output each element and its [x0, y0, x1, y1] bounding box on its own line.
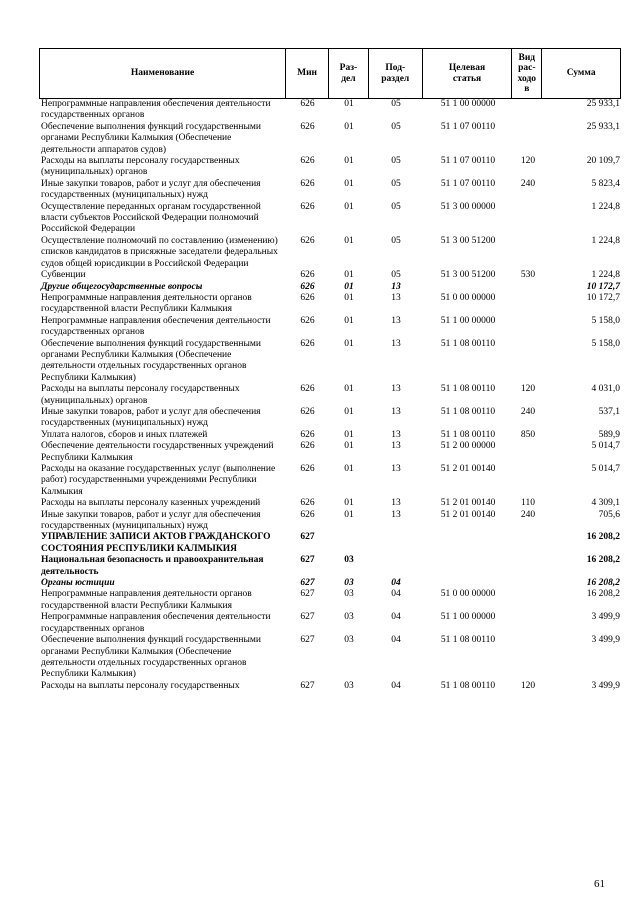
cell-celevaya: 51 3 00 51200	[440, 235, 496, 246]
cell-vid	[513, 555, 543, 578]
header-razdel: Раз- дел	[329, 49, 369, 98]
cell-name: Расходы на выплаты персоналу государственных (муниципальных) органов	[41, 384, 240, 406]
cell-vid	[513, 578, 543, 589]
cell-razdel: 01	[344, 498, 354, 509]
cell-vid	[513, 589, 543, 612]
cell-summa: 5 158,0	[591, 315, 620, 326]
cell-name: Расходы на оказание государственных услуг (выполнение работ) государственными учреждениями Республики Калмыкия	[41, 464, 276, 497]
header-podrazdel: Под- раздел	[369, 49, 423, 98]
cell-vid	[513, 122, 543, 156]
table-row	[39, 498, 621, 509]
cell-podrazdel: 05	[391, 156, 401, 167]
cell-razdel: 03	[344, 680, 354, 691]
cell-vid: 110	[521, 498, 535, 509]
cell-min: 627	[300, 578, 315, 589]
cell-razdel: 01	[344, 509, 354, 520]
cell-celevaya: 51 1 08 00110	[440, 406, 496, 417]
table-row	[39, 316, 621, 339]
cell-min: 626	[300, 235, 315, 246]
cell-name: Другие общегосударственные вопросы	[41, 281, 203, 292]
cell-podrazdel: 13	[391, 509, 401, 520]
cell-summa: 4 309,1	[591, 498, 620, 509]
cell-name: Иные закупки товаров, работ и услуг для обеспечения государственных (муниципальных) нужд	[41, 406, 261, 429]
cell-podrazdel: 05	[391, 121, 401, 132]
cell-razdel: 03	[344, 578, 354, 589]
cell-razdel: 01	[344, 384, 354, 395]
cell-min: 626	[300, 121, 315, 132]
cell-podrazdel: 04	[391, 589, 401, 600]
cell-celevaya: 51 1 08 00110	[440, 338, 496, 349]
cell-celevaya	[423, 578, 513, 589]
cell-razdel: 03	[344, 589, 354, 600]
cell-vid: 120	[520, 156, 536, 167]
cell-name: Непрограммные направления деятельности органов государственной власти Республики Калмыкия	[41, 589, 252, 611]
cell-celevaya: 51 1 08 00110	[440, 384, 496, 395]
cell-vid	[513, 202, 543, 236]
cell-name: Обеспечение выполнения функций государственными органами Республики Калмыкия (Обеспечение деятельности отдельных государственных органов Республики Калмыкия)	[41, 635, 261, 680]
cell-name: УПРАВЛЕНИЕ ЗАПИСИ АКТОВ ГРАЖДАНСКОГО СОСТОЯНИЯ РЕСПУБЛИКИ КАЛМЫКИЯ	[41, 532, 271, 554]
cell-razdel: 01	[344, 281, 354, 292]
cell-min: 626	[300, 429, 315, 440]
cell-summa: 1 224,8	[591, 270, 620, 281]
cell-summa: 5 823,4	[591, 178, 620, 189]
cell-summa: 10 172,7	[586, 281, 620, 292]
cell-celevaya: 51 2 01 00140	[440, 509, 496, 520]
cell-name: Непрограммные направления обеспечения деятельности государственных органов	[41, 612, 271, 634]
cell-min: 626	[300, 281, 315, 292]
cell-name: Осуществление полномочий по составлению (изменению) списков кандидатов в присяжные заседатели федеральных судов общей юрисдикции в Российской Федерации	[41, 235, 278, 269]
cell-vid: 120	[520, 384, 536, 395]
table-row	[39, 236, 621, 270]
cell-celevaya	[423, 555, 513, 578]
cell-vid: 240	[520, 509, 536, 520]
cell-min: 626	[300, 464, 315, 474]
cell-vid	[513, 441, 543, 464]
table-row	[39, 589, 621, 612]
cell-min: 626	[300, 441, 315, 452]
cell-vid	[513, 635, 543, 681]
cell-vid	[513, 316, 543, 339]
table-row	[39, 156, 621, 179]
table-row	[39, 464, 621, 498]
table-row	[39, 270, 621, 281]
cell-razdel: 01	[344, 201, 354, 212]
cell-razdel: 01	[344, 156, 354, 167]
cell-vid	[513, 99, 543, 122]
cell-celevaya: 51 2 01 00140	[440, 464, 496, 474]
budget-table	[39, 48, 621, 692]
cell-podrazdel: 04	[391, 612, 401, 623]
cell-summa: 16 208,2	[586, 532, 620, 543]
cell-celevaya: 51 0 00 00000	[440, 589, 496, 600]
cell-summa: 1 224,8	[591, 235, 620, 246]
cell-podrazdel	[369, 555, 423, 578]
table-row	[39, 99, 621, 122]
header-celevaya: Целевая статья	[423, 49, 513, 98]
table-row	[39, 441, 621, 464]
table-row	[39, 122, 621, 156]
cell-podrazdel	[369, 532, 423, 555]
cell-summa: 25 933,1	[586, 121, 620, 132]
cell-summa: 10 172,7	[586, 292, 620, 303]
cell-celevaya: 51 1 08 00110	[440, 680, 496, 691]
cell-celevaya: 51 1 07 00110	[440, 178, 496, 189]
cell-summa: 705,6	[598, 509, 620, 520]
cell-razdel: 03	[344, 612, 354, 623]
page-number: 61	[594, 878, 605, 890]
cell-podrazdel: 13	[391, 281, 401, 292]
cell-vid: 850	[520, 429, 536, 440]
header-name: Наименование	[40, 49, 286, 98]
cell-podrazdel: 04	[391, 680, 401, 691]
cell-vid	[513, 464, 543, 498]
header-vid: Вид рас- ходо в	[512, 49, 542, 98]
header-summa: Сумма	[566, 68, 596, 79]
cell-summa: 16 208,2	[586, 589, 620, 600]
cell-summa: 5 014,7	[591, 464, 620, 474]
cell-min: 626	[300, 292, 315, 303]
cell-min: 626	[300, 338, 315, 349]
cell-vid: 240	[520, 178, 536, 189]
cell-razdel: 01	[344, 99, 354, 109]
cell-celevaya: 51 0 00 00000	[440, 292, 496, 303]
cell-razdel: 03	[344, 555, 354, 566]
table-row	[39, 532, 621, 555]
table-header	[39, 48, 621, 99]
cell-podrazdel: 13	[391, 429, 401, 440]
cell-razdel: 01	[344, 178, 354, 189]
cell-min: 626	[300, 270, 315, 281]
cell-celevaya: 51 2 00 00000	[440, 441, 496, 452]
cell-celevaya: 51 1 07 00110	[440, 121, 496, 132]
cell-name: Уплата налогов, сборов и иных платежей	[41, 429, 208, 440]
cell-min: 626	[300, 498, 315, 509]
cell-summa: 5 158,0	[591, 338, 620, 349]
table-body	[39, 99, 621, 692]
table-row	[39, 612, 621, 635]
cell-summa: 537,1	[598, 406, 620, 417]
cell-name: Субвенции	[41, 270, 86, 281]
table-row	[39, 282, 621, 293]
table-row	[39, 635, 621, 681]
cell-min: 627	[300, 680, 315, 691]
cell-razdel: 01	[344, 406, 354, 417]
cell-podrazdel: 05	[391, 99, 401, 109]
cell-podrazdel: 13	[391, 441, 401, 452]
cell-name: Иные закупки товаров, работ и услуг для обеспечения государственных (муниципальных) нужд	[41, 178, 261, 201]
table-row	[39, 293, 621, 316]
table-row	[39, 510, 621, 533]
cell-vid: 530	[520, 270, 536, 281]
cell-min: 626	[300, 315, 315, 326]
cell-celevaya: 51 1 00 00000	[440, 612, 496, 623]
cell-name: Непрограммные направления обеспечения деятельности государственных органов	[41, 99, 271, 121]
cell-min: 627	[300, 589, 315, 600]
cell-name: Непрограммные направления деятельности органов государственной власти Республики Калмыкия	[41, 292, 252, 315]
cell-summa: 3 499,9	[591, 635, 620, 646]
cell-celevaya: 51 3 00 00000	[440, 201, 496, 212]
cell-celevaya: 51 1 00 00000	[440, 315, 496, 326]
cell-min: 626	[300, 156, 315, 167]
cell-podrazdel: 13	[391, 464, 401, 474]
cell-name: Органы юстиции	[41, 578, 115, 589]
cell-name: Расходы на выплаты персоналу государственных	[41, 680, 240, 691]
cell-min: 627	[300, 612, 315, 623]
cell-min: 627	[300, 555, 315, 566]
cell-celevaya: 51 2 01 00140	[440, 498, 496, 509]
table-row	[39, 430, 621, 441]
cell-celevaya: 51 1 07 00110	[440, 156, 496, 167]
cell-podrazdel: 13	[391, 498, 401, 509]
cell-min: 626	[300, 509, 315, 520]
cell-summa: 5 014,7	[591, 441, 620, 452]
cell-vid	[513, 236, 543, 270]
table-row	[39, 407, 621, 430]
cell-podrazdel: 13	[391, 315, 401, 326]
table-row	[39, 202, 621, 236]
cell-min: 626	[300, 406, 315, 417]
cell-name: Расходы на выплаты персоналу государственных (муниципальных) органов	[41, 156, 240, 178]
cell-razdel: 01	[344, 270, 354, 281]
cell-razdel: 01	[344, 441, 354, 452]
cell-podrazdel: 05	[391, 270, 401, 281]
table-row	[39, 681, 621, 692]
cell-razdel: 01	[344, 464, 354, 474]
cell-podrazdel: 13	[391, 384, 401, 395]
header-min: Мин	[286, 49, 329, 98]
table-row	[39, 179, 621, 202]
cell-podrazdel: 13	[391, 406, 401, 417]
cell-podrazdel: 05	[391, 235, 401, 246]
cell-summa: 16 208,2	[586, 578, 620, 589]
cell-summa: 20 109,7	[586, 156, 620, 167]
cell-vid	[513, 339, 543, 385]
cell-celevaya: 51 1 08 00110	[440, 429, 496, 440]
cell-summa: 1 224,8	[591, 201, 620, 212]
cell-vid	[513, 293, 543, 316]
cell-vid	[513, 282, 543, 293]
cell-name: Осуществление переданных органам государственной власти субъектов Российской Федерации полномочий Российской Федерации	[41, 201, 261, 235]
cell-name: Непрограммные направления обеспечения деятельности государственных органов	[41, 315, 271, 338]
table-row	[39, 578, 621, 589]
cell-name: Национальная безопасность и правоохранительная деятельность	[41, 555, 264, 577]
cell-summa: 16 208,2	[586, 555, 620, 566]
cell-podrazdel: 04	[391, 578, 401, 589]
cell-razdel: 01	[344, 121, 354, 132]
cell-razdel: 01	[344, 338, 354, 349]
cell-podrazdel: 13	[391, 292, 401, 303]
cell-vid: 240	[520, 406, 536, 417]
cell-name: Обеспечение деятельности государственных учреждений Республики Калмыкия	[41, 441, 274, 463]
cell-vid: 120	[520, 680, 536, 691]
cell-celevaya: 51 3 00 51200	[440, 270, 496, 281]
table-row	[39, 555, 621, 578]
cell-celevaya: 51 1 08 00110	[440, 635, 496, 646]
cell-min: 626	[300, 384, 315, 395]
cell-name: Обеспечение выполнения функций государственными органами Республики Калмыкия (Обеспечение деятельности аппаратов судов)	[41, 121, 261, 155]
cell-min: 626	[300, 201, 315, 212]
cell-celevaya	[423, 282, 513, 293]
cell-podrazdel: 04	[391, 635, 401, 646]
cell-summa: 589,9	[598, 429, 620, 440]
cell-vid	[513, 612, 543, 635]
cell-vid	[513, 532, 543, 555]
cell-razdel: 01	[344, 429, 354, 440]
cell-razdel: 01	[344, 315, 354, 326]
cell-razdel: 03	[344, 635, 354, 646]
cell-celevaya: 51 1 00 00000	[440, 99, 496, 109]
cell-min: 626	[300, 178, 315, 189]
cell-razdel: 01	[344, 292, 354, 303]
cell-min: 627	[300, 635, 315, 646]
cell-razdel: 01	[344, 235, 354, 246]
table-row	[39, 384, 621, 407]
cell-summa: 3 499,9	[591, 612, 620, 623]
cell-summa: 25 933,1	[586, 99, 620, 109]
cell-razdel	[329, 532, 369, 555]
cell-name: Иные закупки товаров, работ и услуг для обеспечения государственных (муниципальных) нужд	[41, 509, 261, 532]
cell-summa: 3 499,9	[591, 680, 620, 691]
cell-min: 627	[300, 532, 315, 543]
cell-name: Обеспечение выполнения функций государственными органами Республики Калмыкия (Обеспечение деятельности отдельных государственных органов Республики Калмыкия)	[41, 338, 261, 383]
cell-podrazdel: 13	[391, 338, 401, 349]
cell-podrazdel: 05	[391, 201, 401, 212]
cell-summa: 4 031,0	[591, 384, 620, 395]
cell-celevaya	[423, 532, 513, 555]
cell-min: 626	[300, 99, 315, 109]
table-row	[39, 339, 621, 385]
cell-podrazdel: 05	[391, 178, 401, 189]
cell-name: Расходы на выплаты персоналу казенных учреждений	[41, 498, 261, 509]
